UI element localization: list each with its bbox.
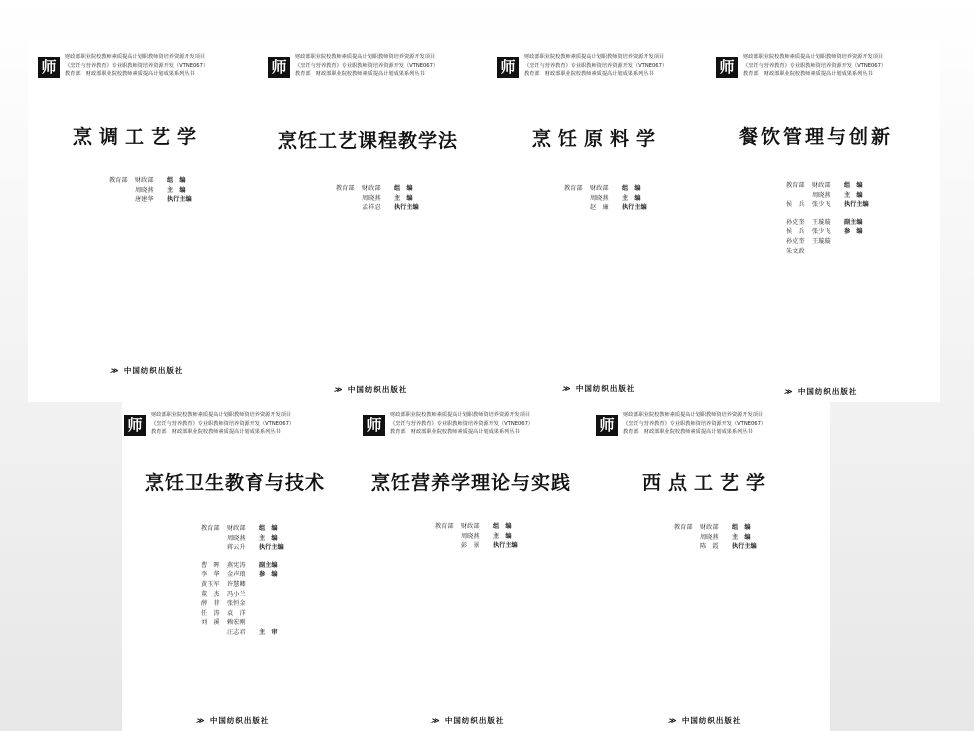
credits-block: [786, 181, 869, 256]
credit-name: 周晓燕: [590, 194, 609, 202]
series-line: 教育部 财政部职业院校教师素质提高计划成果系列丛书: [524, 71, 654, 78]
credit-name: 王璇璇: [812, 237, 831, 245]
credit-org: 教育部: [109, 177, 128, 184]
series-logo: 师: [268, 57, 290, 78]
series-header: [124, 410, 346, 450]
publisher: [562, 383, 635, 394]
series-logo: 师: [363, 415, 385, 436]
series-line: 教育部 财政部职业院校教师素质提高计划成果系列丛书: [151, 429, 281, 436]
credit-org: 孙克奎: [786, 218, 805, 226]
credit-name: 张少飞: [812, 228, 831, 236]
credit-name: 许慧卿: [227, 580, 246, 588]
credit-name: 彭 景: [461, 542, 480, 550]
credit-name: 袁 洋: [227, 609, 246, 617]
credit-role: 执行主编: [622, 204, 647, 212]
credit-role: 组 编: [493, 523, 512, 530]
credit-org: 朱文政: [786, 247, 805, 255]
series-line: 《烹饪与营养教育》专业职教师资培养资源开发（VTNE067）: [390, 420, 534, 427]
credit-org: 教育部: [201, 525, 220, 532]
series-line: 《烹饪与营养教育》专业职教师资培养资源开发（VTNE067）: [151, 420, 295, 427]
credit-name: 财政部: [227, 525, 246, 532]
credit-role: 主 编: [259, 534, 278, 542]
credit-org: 董 杰: [201, 590, 220, 598]
publisher: [196, 715, 269, 726]
credit-role: 组 编: [167, 177, 186, 184]
credit-name: 燕宪涛: [227, 561, 246, 569]
publisher-name: 中国纺织出版社: [347, 385, 408, 394]
book-title: 餐饮管理与创新: [738, 126, 893, 148]
credit-role: 执行主编: [844, 201, 869, 209]
credit-org: 任 涛: [201, 609, 220, 617]
publisher-name: 中国纺织出版社: [681, 716, 742, 725]
credit-name: 周晓燕: [812, 191, 831, 199]
series-logo: 师: [38, 57, 60, 78]
credit-role: 参 编: [259, 571, 278, 579]
credit-name: 财政部: [461, 523, 480, 530]
publisher-logo-icon: ≫: [562, 384, 571, 393]
credit-role: 组 编: [259, 525, 278, 532]
book-title: 西点工艺学: [641, 472, 772, 494]
credit-role: 执行主编: [394, 204, 419, 212]
credit-name: 张恒金: [227, 600, 246, 608]
credit-name: 张少飞: [812, 201, 831, 209]
credit-org: 教育部: [336, 185, 355, 192]
publisher-name: 中国纺织出版社: [444, 716, 505, 725]
series-line: 财政部职业院校教师素质提高计划职教师资培养资源开发项目: [65, 54, 206, 60]
credit-org: 薛 菲: [201, 600, 220, 608]
credits-block: [336, 184, 419, 213]
credit-name: 财政部: [135, 177, 154, 184]
credit-name: 孟祥忍: [362, 204, 381, 212]
series-line: 教育部 财政部职业院校教师素质提高计划成果系列丛书: [743, 71, 873, 78]
credit-role: 主 编: [622, 194, 641, 202]
credit-name: 蒋云升: [227, 544, 246, 552]
credits-block: [435, 522, 518, 551]
publisher-logo-icon: ≫: [668, 716, 677, 725]
book-title: 烹饪工艺课程教学法: [277, 130, 458, 152]
credit-name: 财政部: [590, 185, 609, 192]
credit-org: 刘 溪: [201, 619, 220, 627]
book-cover: [716, 52, 916, 402]
book-title: 烹饪卫生教育与技术: [144, 472, 325, 494]
series-line: 教育部 财政部职业院校教师素质提高计划成果系列丛书: [623, 429, 753, 436]
credit-role: 执行主编: [167, 196, 192, 204]
credit-org: 教育部: [564, 185, 583, 192]
credit-role: 执行主编: [493, 542, 518, 550]
series-header: [268, 52, 468, 92]
publisher-logo-icon: ≫: [784, 387, 793, 396]
credit-name: 赵 廉: [590, 204, 609, 212]
credit-role: 主 编: [844, 191, 863, 199]
book-cover: [38, 52, 238, 402]
credit-role: 执行主编: [732, 543, 757, 551]
publisher-logo-icon: ≫: [196, 716, 205, 725]
publisher-logo-icon: ≫: [334, 385, 343, 394]
credits-block: [109, 176, 192, 205]
credit-role: 组 编: [844, 182, 863, 189]
series-line: 财政部职业院校教师素质提高计划职教师资培养资源开发项目: [743, 54, 884, 60]
book-cover: [268, 52, 468, 402]
publisher: [431, 715, 504, 726]
series-header: [497, 52, 697, 92]
series-logo: 师: [497, 57, 519, 78]
credit-name: 陈 霞: [700, 543, 719, 551]
credits-block: [564, 184, 647, 213]
series-header: [716, 52, 916, 92]
series-line: 教育部 财政部职业院校教师素质提高计划成果系列丛书: [295, 71, 425, 78]
credit-name: 财政部: [812, 182, 831, 189]
credits-block: [674, 523, 757, 552]
credit-org: 教育部: [674, 524, 693, 531]
credit-name: 周晓燕: [227, 534, 246, 542]
credit-name: 周晓燕: [135, 186, 154, 194]
series-line: 教育部 财政部职业院校教师素质提高计划成果系列丛书: [390, 429, 520, 436]
series-logo: 师: [596, 415, 618, 436]
credit-name: 王璇璇: [812, 218, 831, 226]
credit-role: 组 编: [622, 185, 641, 192]
series-logo: 师: [716, 57, 738, 78]
publisher-name: 中国纺织出版社: [797, 387, 858, 396]
book-cover: [497, 52, 697, 402]
credit-name: 财政部: [700, 524, 719, 531]
credits-block: [201, 524, 284, 638]
publisher-name: 中国纺织出版社: [123, 366, 184, 375]
credit-org: 孙克奎: [786, 237, 805, 245]
series-line: 《烹饪与营养教育》专业职教师资培养资源开发（VTNE067）: [65, 62, 209, 69]
series-line: 财政部职业院校教师素质提高计划职教师资培养资源开发项目: [524, 54, 665, 60]
credit-role: 组 编: [732, 524, 751, 531]
publisher: [110, 365, 183, 376]
credit-name: 周晓燕: [362, 194, 381, 202]
series-header: [363, 410, 579, 450]
publisher-name: 中国纺织出版社: [575, 384, 636, 393]
credit-role: 组 编: [394, 185, 413, 192]
credit-org: 黄玉军: [201, 580, 220, 588]
series-line: 财政部职业院校教师素质提高计划职教师资培养资源开发项目: [623, 412, 764, 418]
publisher: [784, 386, 857, 397]
credit-org: 李 华: [201, 571, 220, 579]
credit-role: 主 编: [167, 186, 186, 194]
publisher-logo-icon: ≫: [431, 716, 440, 725]
book-cover: [363, 410, 579, 731]
credit-role: 主 编: [493, 532, 512, 540]
credit-name: 冯小兰: [227, 590, 246, 598]
series-header: [596, 410, 818, 450]
book-title: 烹饪营养学理论与实践: [370, 472, 571, 494]
credit-name: 汪志君: [227, 628, 246, 636]
credit-org: 侯 兵: [786, 201, 805, 209]
series-line: 教育部 财政部职业院校教师素质提高计划成果系列丛书: [65, 71, 195, 78]
credit-org: 侯 兵: [786, 228, 805, 236]
credit-role: 副主编: [844, 218, 863, 226]
credit-role: 副主编: [259, 561, 278, 569]
credit-name: 周晓燕: [461, 532, 480, 540]
credit-name: 财政部: [362, 185, 381, 192]
credit-role: 主 编: [394, 194, 413, 202]
series-line: 财政部职业院校教师素质提高计划职教师资培养资源开发项目: [295, 54, 436, 60]
publisher: [334, 384, 407, 395]
credit-org: 曹 晖: [201, 561, 220, 569]
publisher-logo-icon: ≫: [110, 366, 119, 375]
book-cover: [596, 410, 818, 731]
publisher: [668, 715, 741, 726]
book-cover: [124, 410, 346, 731]
credit-name: 周晓燕: [700, 533, 719, 541]
credit-name: 金声琅: [227, 571, 246, 579]
credit-role: 主 审: [259, 628, 278, 636]
credit-role: 执行主编: [259, 544, 284, 552]
credit-org: 教育部: [435, 523, 454, 530]
credit-org: 教育部: [786, 182, 805, 189]
series-line: 财政部职业院校教师素质提高计划职教师资培养资源开发项目: [151, 412, 292, 418]
book-title: 烹饪原料学: [531, 128, 662, 150]
credit-name: 唐建华: [135, 196, 154, 204]
publisher-name: 中国纺织出版社: [209, 716, 270, 725]
series-line: 《烹饪与营养教育》专业职教师资培养资源开发（VTNE067）: [743, 62, 887, 69]
credit-role: 参 编: [844, 228, 863, 236]
book-title: 烹调工艺学: [72, 126, 203, 148]
series-line: 《烹饪与营养教育》专业职教师资培养资源开发（VTNE067）: [623, 420, 767, 427]
series-header: [38, 52, 238, 92]
series-line: 财政部职业院校教师素质提高计划职教师资培养资源开发项目: [390, 412, 531, 418]
series-line: 《烹饪与营养教育》专业职教师资培养资源开发（VTNE067）: [295, 62, 439, 69]
credit-role: 主 编: [732, 533, 751, 541]
series-line: 《烹饪与营养教育》专业职教师资培养资源开发（VTNE067）: [524, 62, 668, 69]
credit-name: 赖宏刚: [227, 619, 246, 627]
series-logo: 师: [124, 415, 146, 436]
